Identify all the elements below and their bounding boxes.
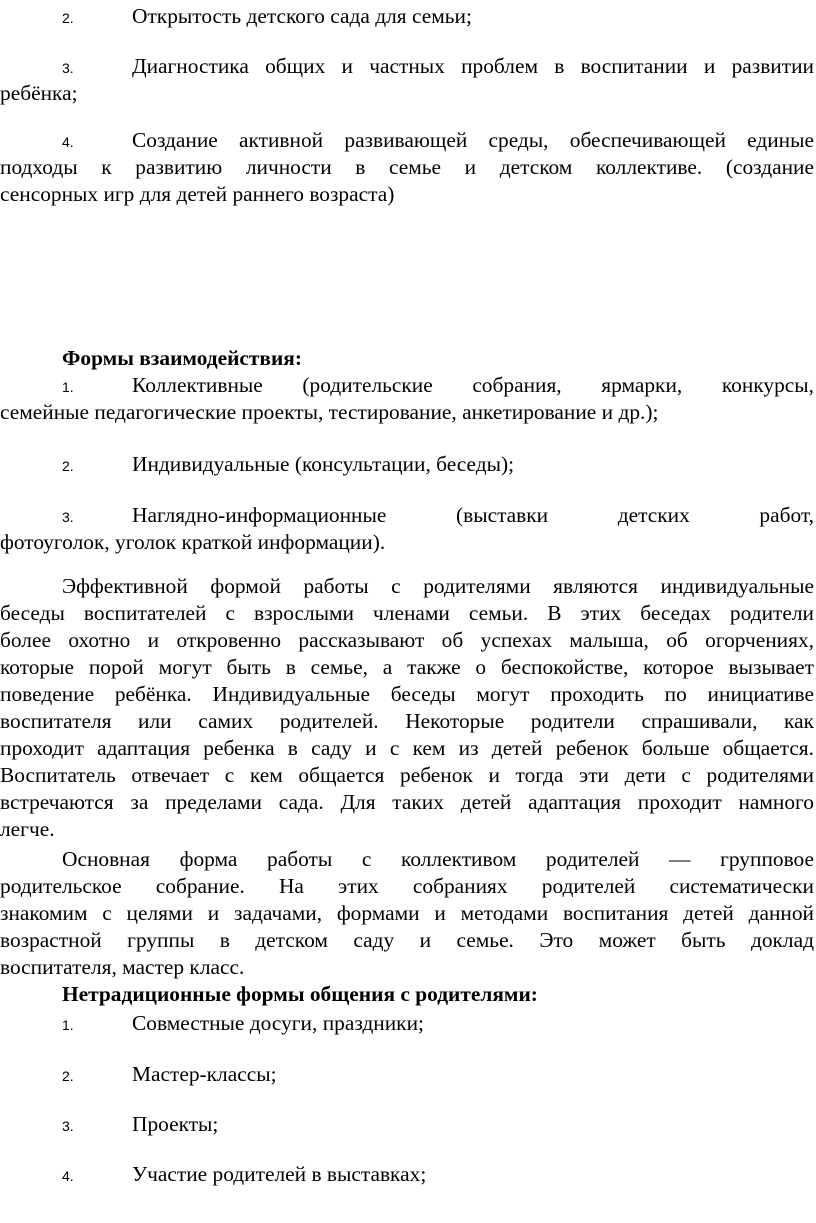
section-heading: Нетрадиционные формы общения с родителями: <box>62 982 538 1006</box>
paragraph-line: которые порой могут быть в семье, а также о беспокойстве, которое вызывает <box>0 655 814 679</box>
paragraph-group-meeting <box>0 846 814 981</box>
list-number: 1. <box>62 1017 74 1033</box>
list-number: 2. <box>62 10 74 26</box>
paragraph-line: воспитателя, мастер класс. <box>0 955 245 979</box>
paragraph-line: возрастной группы в детском саду и семье. Это может быть доклад <box>0 928 814 952</box>
list-text: ребёнка; <box>0 81 78 105</box>
paragraph-line: воспитателя или самих родителей. Некоторые родители спрашивали, как <box>0 709 814 733</box>
list-text: Совместные досуги, праздники; <box>132 1011 424 1035</box>
list-item <box>0 451 814 478</box>
list-item <box>0 372 814 399</box>
list-number: 4. <box>62 1168 74 1184</box>
list-text: Проекты; <box>132 1112 219 1136</box>
paragraph-line: проходит адаптация ребенка в саду и с кем из детей ребенок больше общается. <box>0 736 814 760</box>
paragraph-line: Основная форма работы с коллективом родителей — групповое <box>62 847 814 871</box>
list-item <box>0 1061 814 1088</box>
list-item <box>0 127 814 208</box>
list-item <box>0 1161 814 1188</box>
top-list <box>0 3 814 30</box>
paragraph-line: Воспитатель отвечает с кем общается ребенок и тогда эти дети с родителями <box>0 763 814 787</box>
list-number: 1. <box>62 379 74 395</box>
list-item <box>0 53 814 107</box>
list-text: Наглядно-информационные (выставки детских работ, <box>132 503 814 527</box>
paragraph-line: поведение ребёнка. Индивидуальные беседы могут проходить по инициативе <box>0 682 814 706</box>
paragraph-line: беседы воспитателей с взрослыми членами семьи. В этих беседах родители <box>0 601 814 625</box>
list-text: Диагностика общих и частных проблем в воспитании и развитии <box>132 54 814 78</box>
list-text: Индивидуальные (консультации, беседы); <box>132 452 515 476</box>
paragraph-line: Эффективной формой работы с родителями являются индивидуальные <box>62 574 814 598</box>
paragraph-line: встречаются за пределами сада. Для таких детей адаптация проходит намного <box>0 790 814 814</box>
list-item <box>0 502 814 556</box>
list-number: 3. <box>62 509 74 525</box>
list-item <box>0 1111 814 1138</box>
paragraph-line: родительское собрание. На этих собраниях родителей систематически <box>0 874 814 898</box>
list-text: сенсорных игр для детей раннего возраста) <box>0 182 395 206</box>
list-number: 2. <box>62 458 74 474</box>
list-number: 3. <box>62 1118 74 1134</box>
list-text: Участие родителей в выставках; <box>132 1162 427 1186</box>
list-text: Открытость детского сада для семьи; <box>132 4 472 28</box>
paragraph-line: легче. <box>0 817 55 841</box>
paragraph-line: знакомим с целями и задачами, формами и методами воспитания детей данной <box>0 901 814 925</box>
list-text: Коллективные (родительские собрания, ярмарки, конкурсы, <box>132 373 814 397</box>
nontraditional-section <box>0 981 814 1008</box>
list-text: семейные педагогические проекты, тестирование, анкетирование и др.); <box>0 400 659 424</box>
list-text: фотоуголок, уголок краткой информации). <box>0 530 386 554</box>
list-text: подходы к развитию личности в семье и детском коллективе. (создание <box>0 155 814 179</box>
section-heading: Формы взаимодействия: <box>62 346 303 370</box>
list-text: Создание активной развивающей среды, обеспечивающей единые <box>132 128 814 152</box>
list-number: 3. <box>62 60 74 76</box>
list-number: 2. <box>62 1068 74 1084</box>
list-text: Мастер-классы; <box>132 1062 277 1086</box>
list-number: 4. <box>62 134 74 150</box>
list-item <box>0 3 814 30</box>
list-item <box>0 1010 814 1037</box>
paragraph-individual-talks <box>0 573 814 843</box>
forms-section <box>0 345 814 426</box>
paragraph-line: более охотно и откровенно рассказывают об успехах малыша, об огорчениях, <box>0 628 814 652</box>
